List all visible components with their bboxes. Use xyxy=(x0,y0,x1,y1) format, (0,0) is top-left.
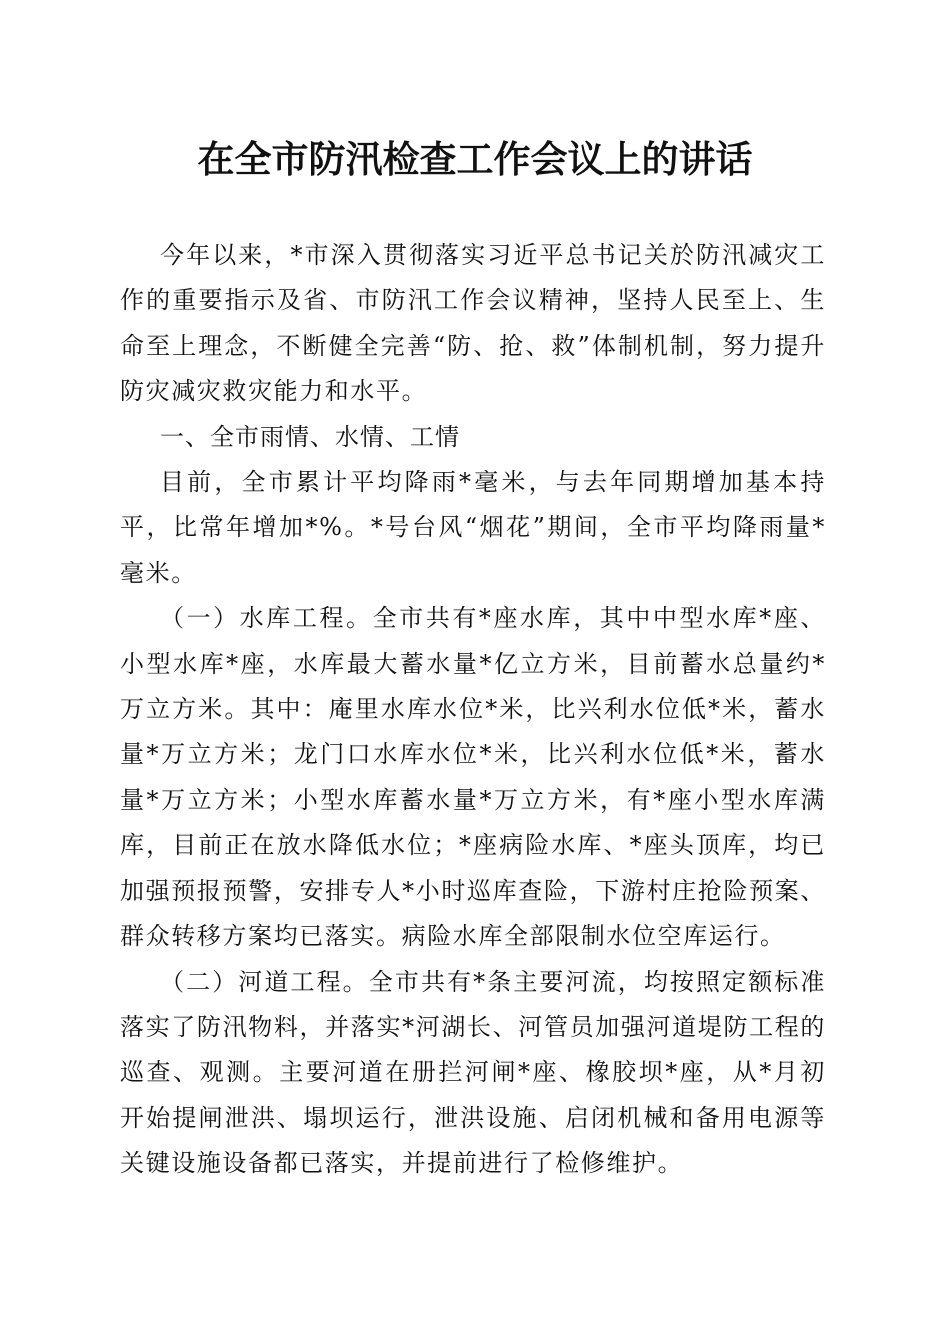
document-body xyxy=(120,233,826,1187)
reservoir-paragraph: （一）水库工程。全市共有*座水库，其中中型水库*座、小型水库*座，水库最大蓄水量*亿立方米，目前蓄水总量约*万立方米。其中：庵里水库水位*米，比兴利水位低*米，蓄水量*万立方米；龙门口水库水位*米，比兴利水位低*米，蓄水量*万立方米；小型水库蓄水量*万立方米，有*座小型水库满库，目前正在放水降低水位；*座病险水库、*座头顶库，均已加强预报预警，安排专人*小时巡库查险，下游村庄抢险预案、群众转移方案均已落实。病险水库全部限制水位空库运行。 xyxy=(120,604,826,951)
document-title: 在全市防汛检查工作会议上的讲话 xyxy=(197,137,753,181)
section-intro-paragraph: 目前，全市累计平均降雨*毫米，与去年同期增加基本持平，比常年增加*%。*号台风“烟花”期间，全市平均降雨量*毫米。 xyxy=(120,468,826,587)
river-paragraph: （二）河道工程。全市共有*条主要河流，均按照定额标准落实了防汛物料，并落实*河湖长、河管员加强河道堤防工程的巡查、观测。主要河道在册拦河闸*座、橡胶坝*座，从*月初开始提闸泄洪、塌坝运行，泄洪设施、启闭机械和备用电源等关键设施设备都已落实，并提前进行了检修维护。 xyxy=(120,967,826,1178)
section-heading: 一、全市雨情、水情、工情 xyxy=(160,422,460,451)
intro-paragraph: 今年以来，*市深入贯彻落实习近平总书记关於防汛减灾工作的重要指示及省、市防汛工作会议精神，坚持人民至上、生命至上理念，不断健全完善“防、抢、救”体制机制，努力提升防灾减灾救灾能力和水平。 xyxy=(120,241,826,406)
